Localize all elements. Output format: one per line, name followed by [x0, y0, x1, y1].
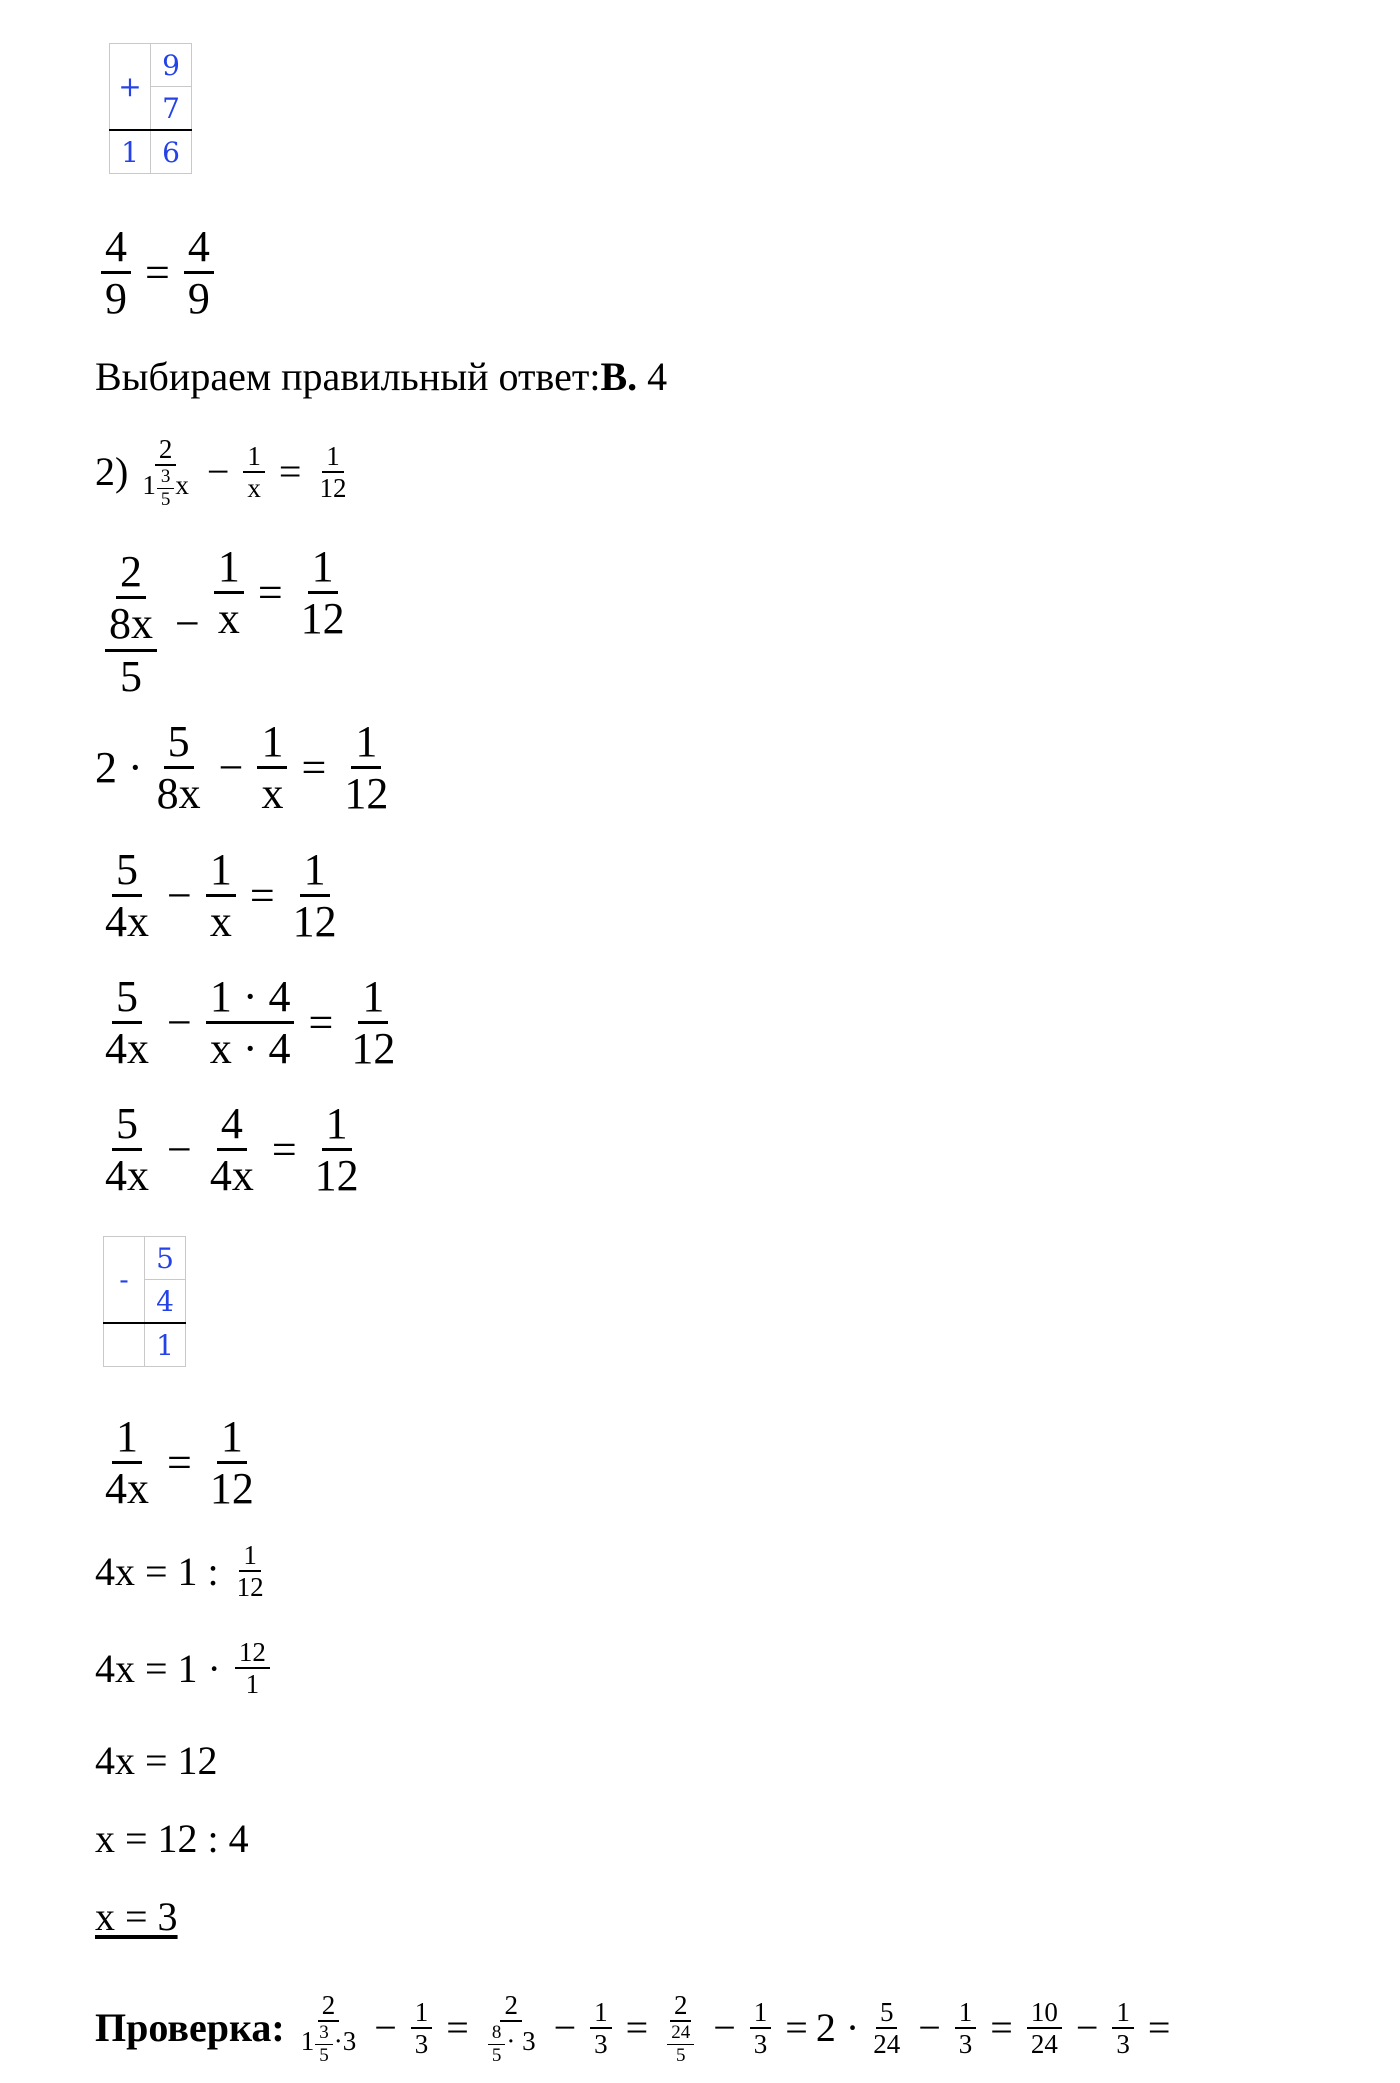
fraction: $\frac{1}{x}$ [206, 845, 236, 947]
complex-fraction: $\frac{2}{\frac{8x}{5}}$ [101, 547, 161, 701]
check-label: Проверка: [95, 2005, 285, 2051]
fraction: 2 1 $\frac{3}{5}$ ·3 [300, 1990, 357, 2066]
answer-line [95, 353, 667, 400]
equation-step-3: $\frac{5}{4x}$ − $\frac{1}{x}$ = $\frac{1}{12}$ [95, 845, 347, 947]
result-digit: 1 [145, 1323, 186, 1367]
answer-text: Выбираем правильный ответ: [95, 354, 601, 399]
fraction: $\frac{1}{3}$ [411, 1997, 433, 2059]
equation-step-5: $\frac{5}{4x}$ − $\frac{4}{4x}$ = $\frac{1}{12}$ [95, 1099, 369, 1201]
fraction: $\frac{1}{3}$ [1112, 1997, 1134, 2059]
operation-sign: - [104, 1237, 145, 1324]
check-line: Проверка: 2 1 $\frac{3}{5}$ ·3 − $\frac{1}{3}$ = 2 $\frac{8}{5}$ · 3 − $\frac{1}{3}$ = $\frac{2}{\frac{24}{5}}$ − $\frac{1}{3}$ = 2 · $\frac{5}{24}$ − $\frac{1}{3}$ = $\frac{10}{24}$ − $\frac{1}{3}$ = [95, 1990, 1171, 2066]
fraction: $\frac{1}{x}$ [257, 717, 287, 819]
result-digit [104, 1323, 145, 1367]
digit-top: 5 [145, 1237, 186, 1280]
fraction: $\frac{10}{24}$ [1027, 1997, 1062, 2059]
fraction: $\frac{12}{1}$ [235, 1637, 270, 1699]
fraction: $\frac{4}{4x}$ [209, 1099, 254, 1201]
fraction: $\frac{1}{12}$ [236, 1540, 264, 1603]
answer-value: 4 [637, 354, 668, 399]
fraction: $\frac{1}{12}$ [209, 1412, 254, 1514]
equation-step-7: 4x = 1 : $\frac{1}{12}$ [95, 1540, 274, 1602]
result-digit: 1 [110, 130, 151, 174]
equation-step-4: $\frac{5}{4x}$ − $\frac{1 \cdot 4}{x \cdot 4}$ = $\frac{1}{12}$ [95, 972, 405, 1074]
equation-result [95, 1893, 178, 1940]
fraction: $\frac{1 \cdot 4}{x \cdot 4}$ [206, 972, 295, 1074]
fraction: $\frac{5}{4x}$ [105, 972, 149, 1074]
fraction: $\frac{1}{3}$ [955, 1997, 977, 2059]
equation-step-2: 2 · $\frac{5}{8x}$ − $\frac{1}{x}$ = $\frac{1}{12}$ [95, 717, 398, 819]
fraction: $\frac{1}{12}$ [292, 845, 337, 947]
equation-step-8: 4x = 1 · $\frac{12}{1}$ [95, 1637, 276, 1699]
fraction: $\frac{2}{\frac{24}{5}}$ [662, 1990, 699, 2066]
fraction: $\frac{5}{24}$ [873, 1996, 901, 2059]
fraction: $\frac{4}{9}$ [184, 222, 214, 324]
digit-bottom: 4 [145, 1280, 186, 1324]
column-subtraction-table [103, 1236, 186, 1367]
fraction: $\frac{5}{8x}$ [156, 717, 201, 819]
fraction: $\frac{1}{12}$ [319, 440, 347, 503]
equation-step-1: $\frac{2}{\frac{8x}{5}}$ − $\frac{1}{x}$ = $\frac{1}{12}$ [95, 547, 355, 701]
fraction: $\frac{1}{12}$ [300, 542, 345, 644]
answer-choice: В. [600, 354, 638, 399]
task-label: 2) [95, 449, 129, 495]
equals-sign: = [145, 248, 170, 298]
fraction: 2 1 $\frac{3}{5}$ x [142, 434, 189, 510]
equation-step-9: 4x = 12 [95, 1738, 218, 1783]
task-2-equation: 2) 2 1 $\frac{3}{5}$ x − $\frac{1}{x}$ = $\frac{1}{12}$ [95, 434, 356, 510]
equation-step-6: $\frac{1}{4x}$ = $\frac{1}{12}$ [95, 1412, 264, 1514]
digit-top: 9 [151, 44, 192, 87]
final-answer: x = 3 [95, 1894, 178, 1939]
column-addition-table [109, 43, 192, 174]
fraction: $\frac{1}{12}$ [351, 972, 396, 1074]
equation-fraction-equality [95, 222, 220, 324]
fraction: $\frac{1}{4x}$ [105, 1412, 149, 1514]
fraction: $\frac{5}{4x}$ [105, 845, 149, 947]
fraction: $\frac{1}{12}$ [344, 717, 389, 819]
fraction: $\frac{1}{x}$ [214, 542, 244, 644]
operation-sign: + [110, 44, 151, 131]
result-digit: 6 [151, 130, 192, 174]
fraction: $\frac{1}{12}$ [314, 1099, 359, 1201]
fraction: $\frac{1}{3}$ [750, 1997, 772, 2059]
digit-bottom: 7 [151, 87, 192, 131]
fraction: $\frac{1}{x}$ [243, 441, 265, 503]
equation-step-10: x = 12 : 4 [95, 1816, 249, 1861]
fraction: $\frac{4}{9}$ [101, 222, 131, 324]
fraction: $\frac{1}{3}$ [590, 1997, 612, 2059]
fraction: 2 $\frac{8}{5}$ · 3 [483, 1990, 540, 2066]
fraction: $\frac{5}{4x}$ [105, 1099, 149, 1201]
